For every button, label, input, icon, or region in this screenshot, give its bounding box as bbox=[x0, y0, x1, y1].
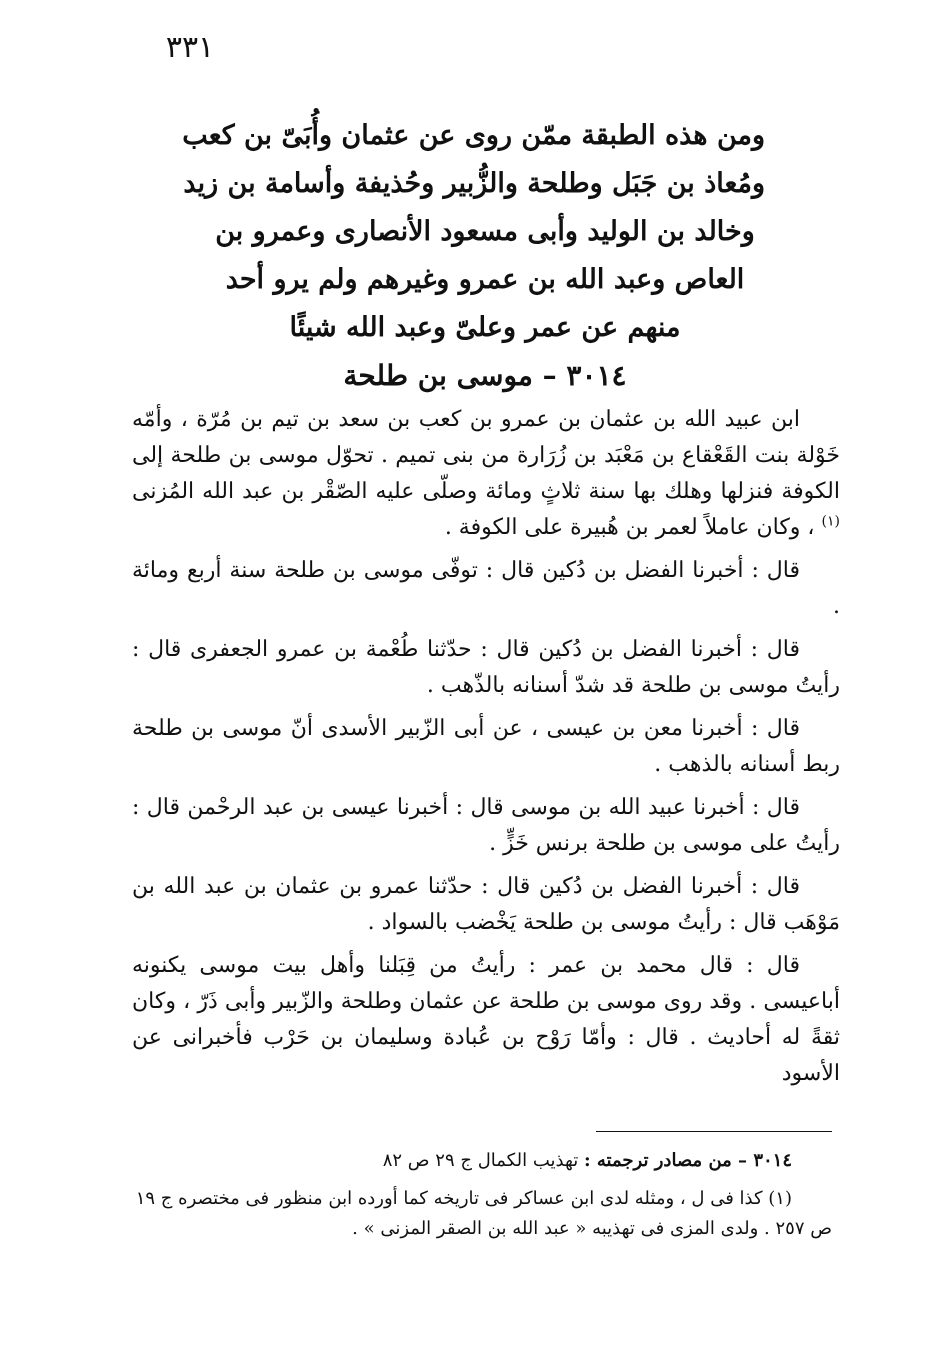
page-number: ٣٣١ bbox=[165, 30, 215, 65]
paragraph: قال : أخبرنا عبيد الله بن موسى قال : أخبرنا عيسى بن عبد الرحْمن قال : رأيتُ على موسى بن طلحة برنس خَزٍّ . bbox=[132, 795, 840, 856]
paragraph: قال : أخبرنا الفضل بن دُكين قال : حدّثنا طُعْمة بن عمرو الجعفرى قال : رأيتُ موسى بن طلحة قد شدّ أسنانه بالذّهب . bbox=[132, 637, 840, 698]
footnote-ref: (١) bbox=[821, 513, 840, 530]
footnote-divider bbox=[596, 1131, 832, 1132]
paragraph-tail: ، وكان عاملاً لعمر بن هُبيرة على الكوفة . bbox=[444, 515, 815, 540]
source-note bbox=[132, 1146, 832, 1176]
heading-line: وخالد بن الوليد وأبى مسعود الأنصارى وعمرو بن bbox=[215, 216, 755, 247]
paragraph-text: ابن عبيد الله بن عثمان بن عمرو بن كعب بن سعد بن تيم بن مُرّة ، وأمّه خَوْلة بنت القَعْقاع بن مَعْبَد بن زُرَارة من بنى تميم . تحوّل موسى بن طلحة إلى الكوفة فنزلها وهلك بها سنة ثلاثٍ ومائة وصلّى عليه الصّقْر بن عبد الله المُزنى bbox=[132, 407, 840, 504]
footnotes bbox=[132, 1146, 832, 1244]
entry-title: ٣٠١٤ – موسى بن طلحة bbox=[343, 359, 627, 392]
heading-line: ومن هذه الطبقة ممّن روى عن عثمان وأُبَىّ بن كعب bbox=[182, 120, 765, 151]
heading-line: ومُعاذ بن جَبَل وطلحة والزُّبير وحُذيفة وأسامة بن زيد bbox=[183, 168, 765, 199]
paragraph bbox=[132, 402, 840, 546]
paragraph: قال : أخبرنا معن بن عيسى ، عن أبى الزّبير الأسدى أنّ موسى بن طلحة ربط أسنانه بالذهب . bbox=[132, 716, 840, 777]
heading-line: العاص وعبد الله بن عمرو وغيرهم ولم يرو أحد bbox=[225, 264, 745, 295]
heading-line: منهم عن عمر وعلىّ وعبد الله شيئًا bbox=[289, 312, 681, 343]
paragraph: قال : أخبرنا الفضل بن دُكين قال : حدّثنا عمرو بن عثمان بن عبد الله بن مَوْهَب قال : رأيتُ موسى بن طلحة يَخْضب بالسواد . bbox=[132, 874, 840, 935]
entry-body bbox=[132, 402, 840, 1099]
paragraph: قال : قال محمد بن عمر : رأيتُ من قِبَلنا وأهل بيت موسى يكنونه أباعيسى . وقد روى موسى بن طلحة عن عثمان وطلحة والزّبير وأبى ذَرّ ، وكان ثقةً له أحاديث . قال : وأمّا رَوْح بن عُبادة وسليمان بن حَرْب فأخبرانى عن الأسود bbox=[132, 953, 840, 1086]
footnote-1: (١) كذا فى ل ، ومثله لدى ابن عساكر فى تاريخه كما أورده ابن منظور فى مختصره ج ١٩ ص ٢٥٧ . ولدى المزى فى تهذيبه « عبد الله بن الصقر المزنى » . bbox=[135, 1188, 832, 1239]
source-label: ٣٠١٤ – من مصادر ترجمته : bbox=[584, 1150, 792, 1171]
source-text: تهذيب الكمال ج ٢٩ ص ٨٢ bbox=[382, 1150, 579, 1171]
section-heading bbox=[182, 112, 765, 400]
paragraph: قال : أخبرنا الفضل بن دُكين قال : توفّى موسى بن طلحة سنة أربع ومائة . bbox=[132, 558, 840, 619]
